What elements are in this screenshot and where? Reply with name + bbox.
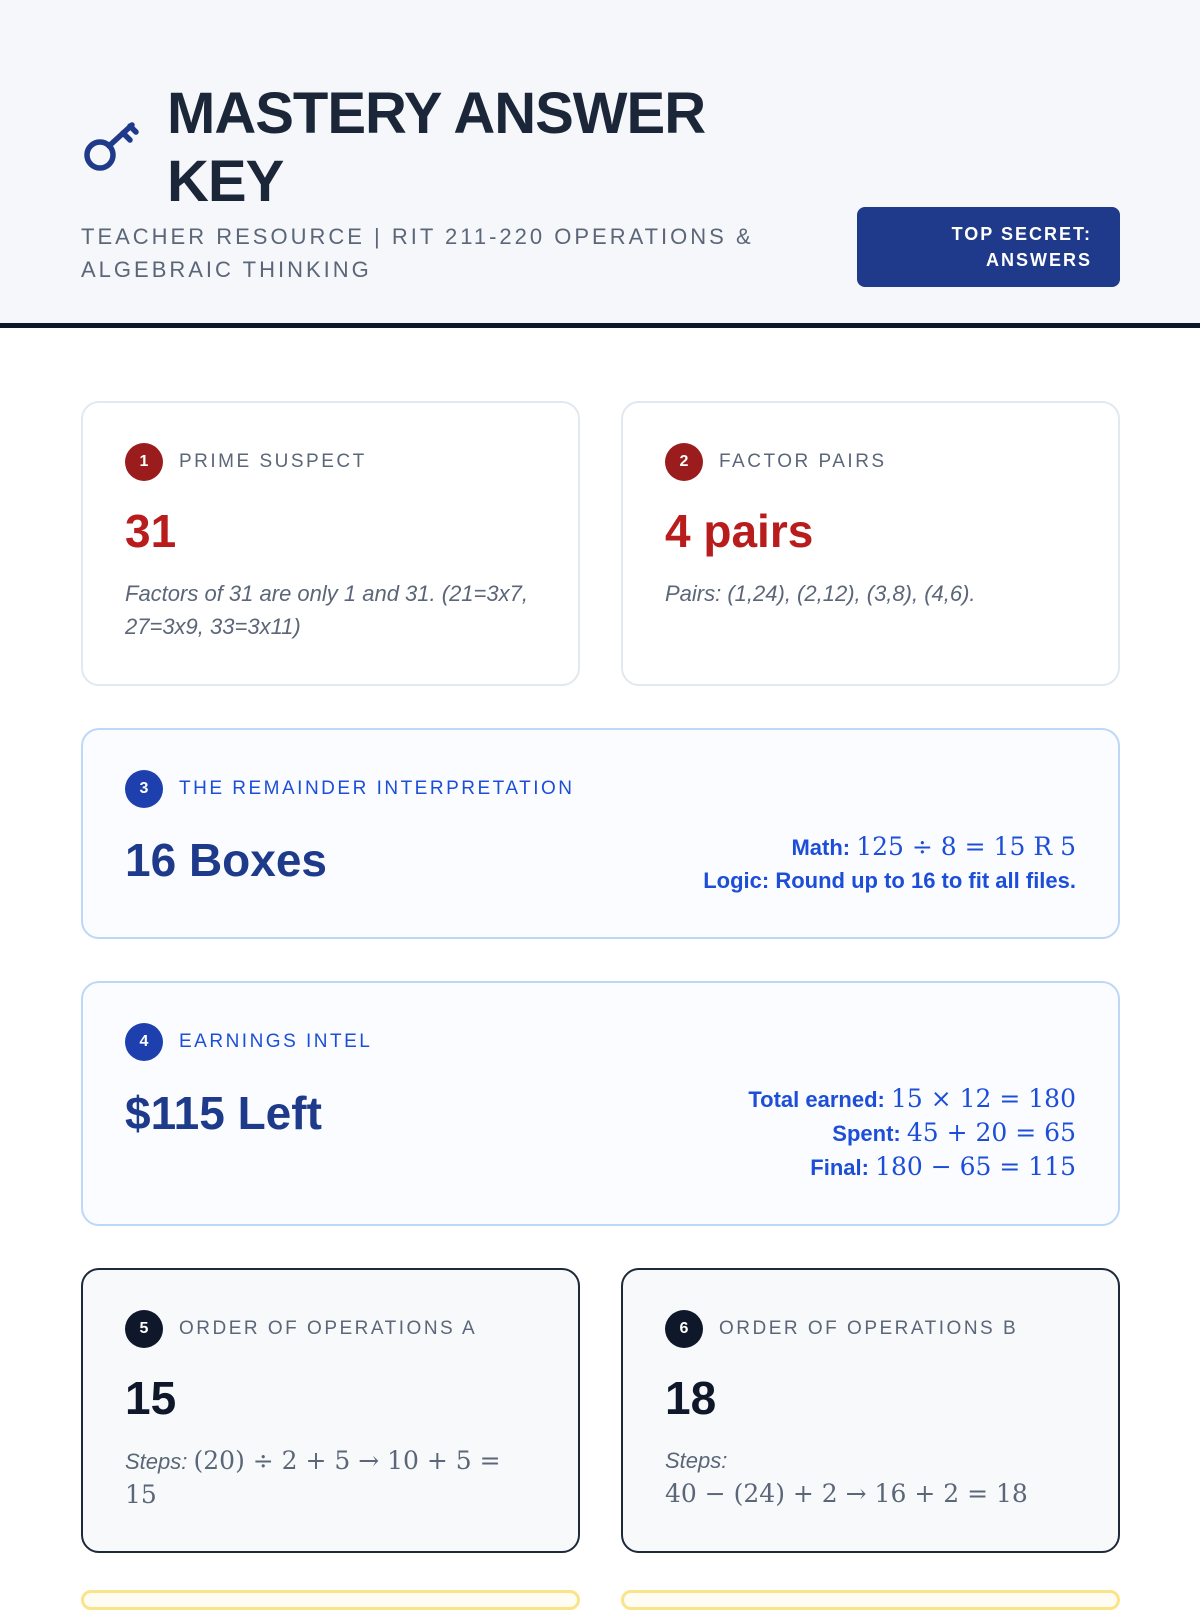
work-label: Total earned: xyxy=(748,1087,885,1112)
answer-work xyxy=(703,830,1076,897)
question-number-badge: 6 xyxy=(665,1310,703,1348)
answer-steps xyxy=(665,1444,1076,1510)
answer-card-5 xyxy=(81,1268,580,1553)
page-title: MASTERY ANSWER KEY xyxy=(167,81,706,214)
steps-label: Steps: xyxy=(665,1448,728,1473)
answer-card-7-peek xyxy=(81,1590,580,1610)
answer-card-6 xyxy=(621,1268,1120,1553)
answer-card-1 xyxy=(81,401,580,686)
answer-value: $115 Left xyxy=(125,1087,322,1139)
question-label: FACTOR PAIRS xyxy=(719,451,887,472)
question-number-badge: 3 xyxy=(125,770,163,808)
answer-value: 18 xyxy=(665,1372,717,1424)
question-number-badge: 1 xyxy=(125,443,163,481)
answer-card-3 xyxy=(81,728,1120,939)
answer-explanation: Factors of 31 are only 1 and 31. (21=3x7, 27=3x9, 33=3x11) xyxy=(125,581,528,639)
work-line xyxy=(703,830,1076,864)
work-math: 15 × 12 = 180 xyxy=(890,1084,1076,1113)
answer-work xyxy=(748,1082,1076,1184)
work-label: Spent: xyxy=(832,1121,901,1146)
top-secret-badge: TOP SECRET: ANSWERS xyxy=(857,207,1120,287)
work-line xyxy=(748,1082,1076,1116)
answer-value: 31 xyxy=(125,505,177,557)
answer-steps xyxy=(125,1444,536,1512)
question-number-badge: 5 xyxy=(125,1310,163,1348)
work-math: 180 − 65 = 115 xyxy=(875,1152,1076,1181)
key-icon xyxy=(80,114,144,178)
question-label: PRIME SUSPECT xyxy=(179,451,367,472)
question-label: THE REMAINDER INTERPRETATION xyxy=(179,778,575,799)
question-number-badge: 4 xyxy=(125,1023,163,1061)
work-line xyxy=(748,1150,1076,1184)
work-label: Math: xyxy=(791,835,851,860)
work-label: Logic: Round up to 16 to fit all files. xyxy=(703,868,1076,893)
steps-label: Steps: xyxy=(125,1449,188,1474)
work-label: Final: xyxy=(810,1155,869,1180)
header xyxy=(0,0,1200,328)
answer-card-8-peek xyxy=(621,1590,1120,1610)
answer-card-2 xyxy=(621,401,1120,686)
question-label: ORDER OF OPERATIONS B xyxy=(719,1318,1019,1339)
answer-value: 16 Boxes xyxy=(125,834,328,886)
answer-value: 15 xyxy=(125,1372,177,1424)
question-number-badge: 2 xyxy=(665,443,703,481)
answer-card-4 xyxy=(81,981,1120,1226)
steps-math: 40 − (24) + 2 → 16 + 2 = 18 xyxy=(665,1479,1028,1508)
work-math: 125 ÷ 8 = 15 R 5 xyxy=(856,832,1076,861)
steps-math: (20) ÷ 2 + 5 → 10 + 5 = 15 xyxy=(125,1446,501,1509)
work-math: 45 + 20 = 65 xyxy=(906,1118,1076,1147)
work-line xyxy=(703,864,1076,897)
question-label: EARNINGS INTEL xyxy=(179,1031,373,1052)
answer-value: 4 pairs xyxy=(665,505,814,557)
page-subtitle: TEACHER RESOURCE | RIT 211-220 OPERATIONS & ALGEBRAIC THINKING xyxy=(81,224,754,282)
work-line xyxy=(748,1116,1076,1150)
question-label: ORDER OF OPERATIONS A xyxy=(179,1318,478,1339)
answer-explanation: Pairs: (1,24), (2,12), (3,8), (4,6). xyxy=(665,581,976,606)
